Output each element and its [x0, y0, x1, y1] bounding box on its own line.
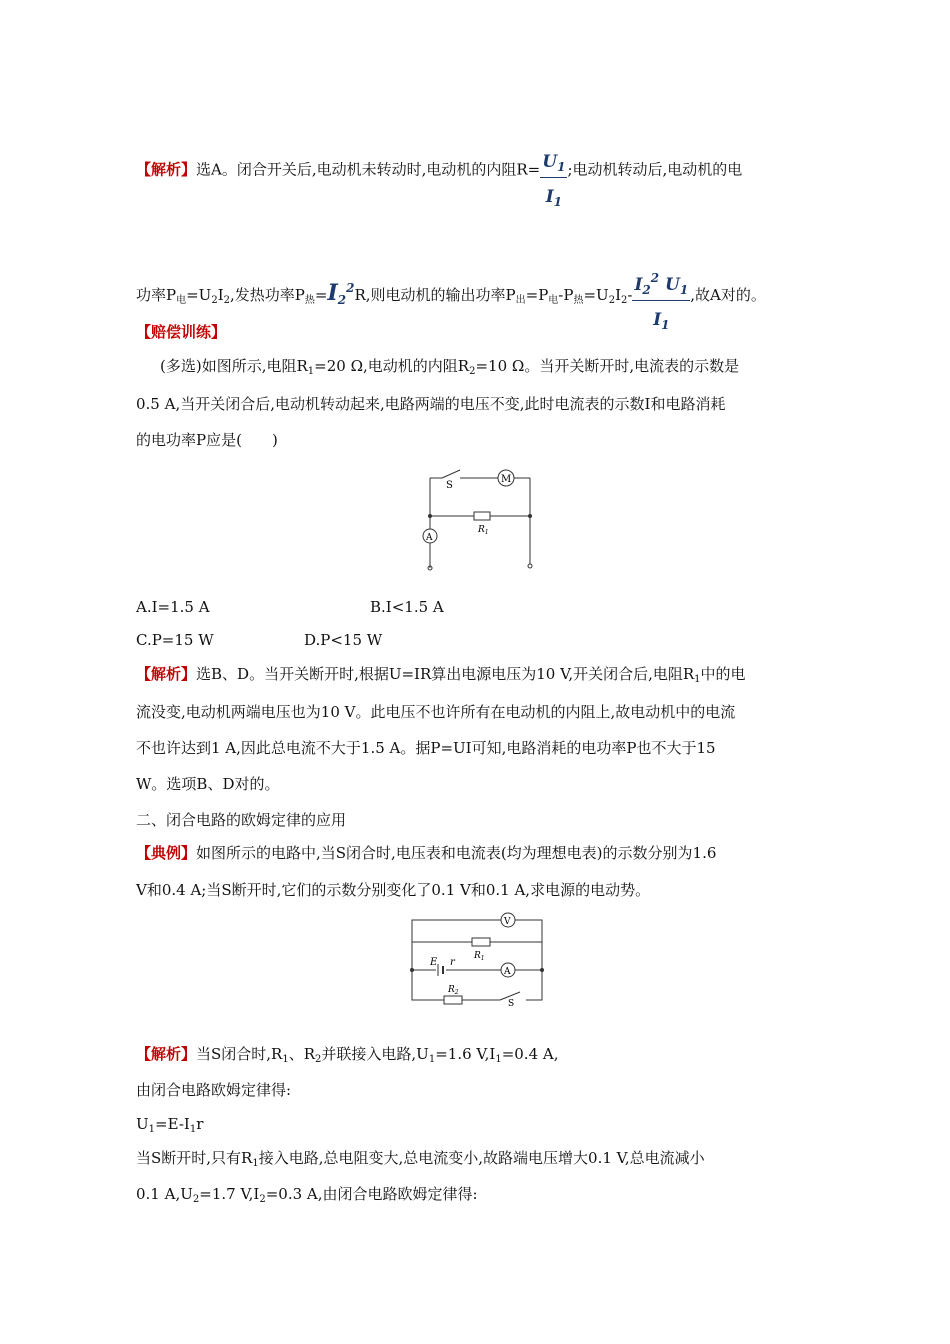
- formula-i2-squared: $I2^2$: [327, 280, 355, 307]
- circuit-diagram-1: [420, 462, 540, 577]
- formula-fraction-r: $\frac{U_1}{I_1}$: [542, 152, 566, 209]
- circuit1-ammeter-label: A: [426, 533, 433, 543]
- option-a: A.I=1.5 A: [136, 598, 210, 616]
- problem-line-2: 0.5 A,当开关闭合后,电动机转动起来,电路两端的电压不变,此时电流表的示数I和电路消耗: [136, 395, 726, 413]
- example-line-2: V和0.4 A;当S断开时,它们的示数分别变化了0.1 V和0.1 A,求电源的电动势。: [136, 881, 651, 899]
- section-heading-2: 二、闭合电路的欧姆定律的应用: [136, 811, 347, 829]
- resistor-r2: [444, 996, 462, 1004]
- circuit2-ammeter-label: A: [504, 967, 511, 977]
- option-c: C.P=15 W: [136, 631, 214, 649]
- problem-line-3: 的电功率P应是( ): [136, 431, 278, 449]
- answer-line-3: 不也许达到1 A,因此总电流不大于1.5 A。据P=UI可知,电路消耗的电功率P也不大于15: [136, 739, 716, 757]
- svg-text:S: S: [508, 999, 515, 1006]
- option-b: B.I<1.5 A: [370, 598, 444, 616]
- analysis-line-2: 功率$P_电=U_2I_2$,发热功率$P_热=I2^2R$,则电动机的输出功率$P_出=P_电-P_热=U_2I_2-$ $\frac{I_2^2 U_1}{I_1}$ ,故A对的。: [136, 262, 766, 330]
- circuit1-switch-label: S: [446, 480, 453, 491]
- option-d: D.P<15 W: [304, 631, 383, 649]
- answer-line-4: W。选项B、D对的。: [136, 775, 280, 793]
- resistor-r1: [472, 938, 490, 946]
- solution-line-4: 当S断开时,只有$R_1$接入电路,总电阻变大,总电流变小,故路端电压增大0.1 V,总电流减小: [136, 1149, 705, 1169]
- circuit-diagram-2: [408, 908, 548, 1006]
- analysis-tag: 【解析】: [136, 160, 197, 179]
- solution-line-5: 0.1 $A,U_2=1.7$ $V,I_2=0.3$ A,由闭合电路欧姆定律得:: [136, 1185, 478, 1205]
- solution-line-3: $U_1=E-I_1r$: [136, 1115, 204, 1135]
- resistor-r1: [474, 512, 490, 520]
- circuit1-motor-label: M: [501, 474, 512, 485]
- answer-line-1: 【解析】选B、D。当开关断开时,根据U=IR算出电源电压为10 V,开关闭合后,电阻$R_1$中的电: [136, 665, 746, 685]
- svg-text:R1: $R_1$: [478, 525, 489, 536]
- svg-text:R1: $R_1$: [474, 951, 485, 962]
- solution-line-2: 由闭合电路欧姆定律得:: [136, 1081, 292, 1099]
- svg-text:E: E: [430, 957, 438, 968]
- analysis-line-1: 【解析】选A。闭合开关后,电动机未转动时,电动机的内阻R= $\frac{U_1}{I_1}$ ;电动机转动后,电动机的电: [136, 140, 742, 201]
- svg-text:r: r: [450, 957, 455, 968]
- section-tag-compensation: 【赔偿训练】: [136, 323, 227, 341]
- answer-line-2: 流没变,电动机两端电压也为10 V。此电压不也许所有在电动机的内阻上,故电动机中的电流: [136, 703, 736, 721]
- svg-text:R2: $R_2$: [448, 985, 459, 996]
- example-line-1: 【典例】如图所示的电路中,当S闭合时,电压表和电流表(均为理想电表)的示数分别为1.6: [136, 844, 717, 862]
- circuit2-voltmeter-label: V: [504, 917, 511, 927]
- solution-line-1: 【解析】当S闭合时$,R_1$、$R_2$并联接入电路$,U_1=1.6$ $V,I_1=0.4$ A,: [136, 1045, 559, 1065]
- problem-line-1: (多选)如图所示,电阻$R_1=20$ Ω,电动机的内阻$R_2=10$ Ω。当开关断开时,电流表的示数是: [160, 357, 740, 377]
- formula-fraction-output: $\frac{I_2^2 U_1}{I_1}$: [632, 268, 690, 336]
